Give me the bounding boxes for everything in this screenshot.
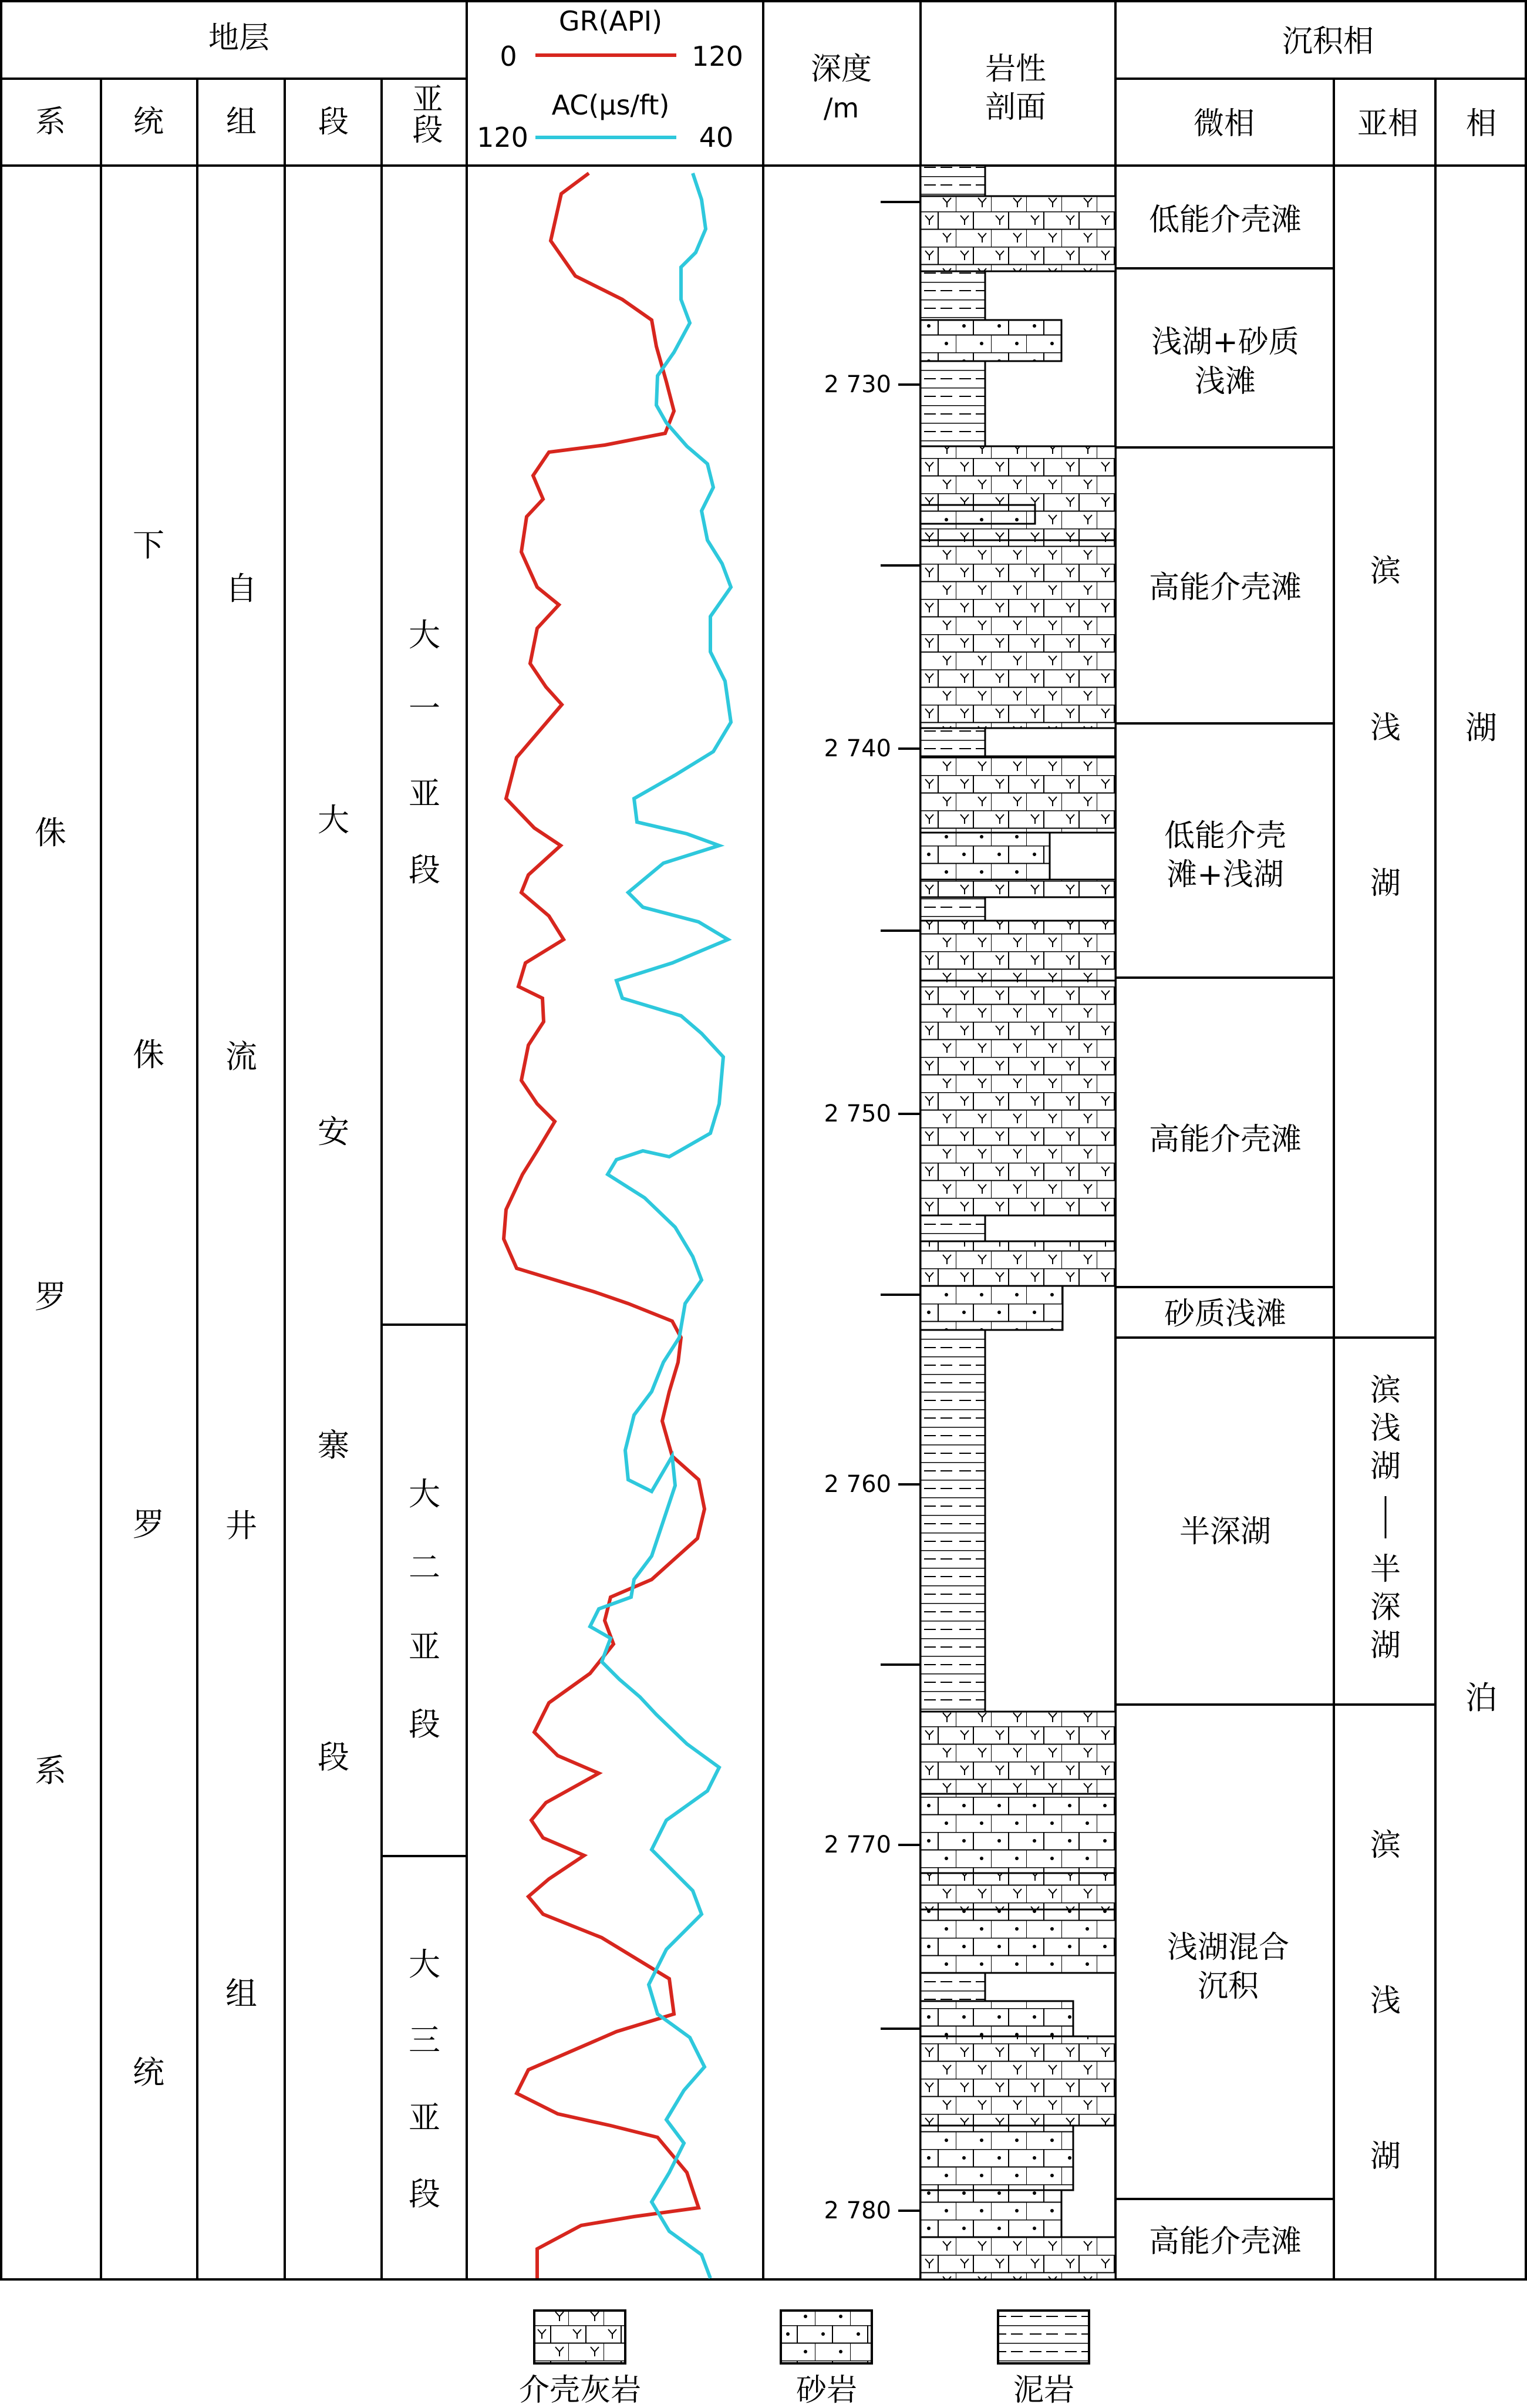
svg-text:段: 段: [318, 1739, 349, 1776]
lith-shell-limestone: [921, 2036, 1115, 2126]
lith-shell-limestone: [921, 196, 1115, 271]
ac-min: 120: [477, 122, 528, 153]
microfacies-6: 砂质浅滩: [1164, 1296, 1287, 1332]
lith-mudstone: [921, 271, 985, 320]
svg-text:大: 大: [318, 801, 349, 838]
svg-text:湖: 湖: [1370, 1449, 1401, 1484]
lithology-column: [921, 166, 1115, 2279]
depth-ticks: [824, 371, 921, 2224]
svg-text:寨: 寨: [318, 1427, 349, 1464]
svg-text:段: 段: [409, 851, 440, 888]
legend-shell-label: 介壳灰岩: [518, 2373, 642, 2408]
svg-text:段: 段: [409, 2175, 440, 2212]
svg-text:湖: 湖: [1370, 1628, 1401, 1663]
lith-sandstone: [921, 320, 1061, 361]
microfacies-7: 半深湖: [1179, 1514, 1272, 1550]
ac-label: AC(μs/ft): [551, 89, 670, 121]
gr-label: GR(API): [558, 5, 663, 37]
submember-2-label: [409, 1476, 440, 1743]
svg-text:滨: 滨: [1370, 1373, 1401, 1408]
svg-text:湖: 湖: [1465, 709, 1497, 746]
gr-min: 0: [500, 41, 517, 72]
legend-mud-swatch: [998, 2311, 1089, 2363]
formation-label: [225, 570, 257, 2012]
legend: [519, 2311, 1089, 2408]
svg-text:滨: 滨: [1370, 1828, 1401, 1863]
svg-text:段: 段: [409, 1706, 440, 1743]
svg-text:大: 大: [409, 617, 440, 654]
member-label: [318, 801, 349, 1776]
ac-max: 40: [699, 122, 734, 153]
lith-mudstone: [921, 897, 985, 921]
microfacies-4: 低能介壳: [1164, 819, 1287, 854]
lith-shell-limestone: [921, 981, 1115, 1215]
svg-text:浅: 浅: [1370, 1411, 1401, 1446]
svg-text:井: 井: [225, 1507, 257, 1544]
svg-text:亚: 亚: [409, 1628, 440, 1665]
legend-mud-label: 泥岩: [1013, 2373, 1075, 2408]
svg-text:泊: 泊: [1465, 1679, 1497, 1716]
lith-sandstone: [921, 1909, 1115, 1973]
lith-sandstone: [921, 1286, 1063, 1330]
svg-text:三: 三: [409, 2022, 440, 2059]
system-label: [35, 814, 66, 1789]
microfacies-9: 高能介壳滩: [1148, 2224, 1302, 2259]
svg-text:安: 安: [318, 1113, 349, 1150]
svg-text:亚: 亚: [409, 775, 440, 812]
header-microfacies: 微相: [1193, 106, 1255, 142]
series-label: [133, 527, 164, 2091]
lith-mudstone: [921, 1330, 985, 1712]
lith-shell-limestone: [921, 446, 1115, 540]
lith-sandstone: [921, 505, 1035, 524]
ac-curve: [590, 173, 731, 2278]
lith-shell-limestone: [921, 1873, 1115, 1909]
lith-shell-limestone: [921, 540, 1115, 728]
microfacies-8: 浅湖混合: [1167, 1930, 1290, 1965]
microfacies-5: 高能介壳滩: [1148, 1122, 1302, 1157]
svg-text:统: 统: [133, 2054, 164, 2091]
strata-labels: [35, 527, 440, 2212]
lith-sandstone: [921, 2190, 1061, 2237]
svg-text:大: 大: [409, 1946, 440, 1983]
header-system: 系: [35, 105, 66, 140]
svg-text:罗: 罗: [133, 1506, 164, 1543]
header-section: 剖面: [985, 90, 1047, 125]
svg-text:组: 组: [225, 1975, 257, 2012]
submember-1-label: [409, 617, 440, 888]
header-series: 统: [133, 105, 164, 140]
lith-sandstone: [921, 1794, 1115, 1873]
svg-text:深: 深: [1370, 1590, 1401, 1625]
lith-shell-limestone: [921, 880, 1115, 897]
microfacies-3: 高能介壳滩: [1148, 570, 1302, 605]
lith-mudstone: [921, 166, 985, 196]
lith-mudstone: [921, 728, 985, 756]
header-depth: 深度: [810, 52, 872, 87]
depth-label-2740: 2 740: [824, 735, 891, 762]
subfacies-2: [1370, 1373, 1401, 1663]
svg-text:半: 半: [1370, 1552, 1401, 1587]
subfacies-3: [1370, 1828, 1401, 2174]
subfacies-1: [1370, 554, 1401, 901]
microfacies-4-cont: 滩+浅湖: [1167, 857, 1284, 893]
svg-text:亚: 亚: [409, 2099, 440, 2136]
microfacies-2: 浅湖+砂质: [1151, 325, 1299, 360]
lith-mudstone: [921, 1973, 985, 2001]
legend-shell-swatch: [534, 2311, 625, 2363]
header-depth-unit: /m: [823, 92, 859, 124]
lith-sandstone: [921, 833, 1050, 880]
header-facies-group: 沉积相: [1282, 24, 1374, 59]
depth-label-2770: 2 770: [824, 1831, 891, 1858]
header-member: 段: [318, 105, 349, 140]
svg-text:湖: 湖: [1370, 2139, 1401, 2174]
lith-shell-limestone: [921, 921, 1115, 981]
facies-label: [1465, 709, 1497, 1716]
microfacies-2-cont: 浅滩: [1194, 364, 1256, 399]
depth-label-2730: 2 730: [824, 371, 891, 398]
microfacies-8-cont: 沉积: [1197, 1969, 1259, 2004]
gr-max: 120: [692, 41, 743, 72]
svg-text:流: 流: [225, 1038, 257, 1075]
svg-text:一: 一: [409, 690, 440, 727]
lith-shell-limestone: [921, 756, 1115, 833]
lith-shell-limestone: [921, 1712, 1115, 1794]
depth-label-2760: 2 760: [824, 1471, 891, 1498]
lith-mudstone: [921, 361, 985, 446]
lith-shell-limestone: [921, 1241, 1115, 1286]
microfacies-1: 低能介壳滩: [1148, 203, 1302, 238]
svg-text:罗: 罗: [35, 1278, 66, 1315]
header-stratigraphy: 地层: [208, 21, 270, 56]
header-formation: 组: [225, 105, 257, 140]
svg-text:系: 系: [35, 1752, 66, 1789]
svg-text:滨: 滨: [1370, 554, 1401, 589]
header-lithology: 岩性: [985, 52, 1047, 87]
svg-text:湖: 湖: [1370, 866, 1401, 901]
svg-text:大: 大: [409, 1476, 440, 1513]
log-curves: [504, 173, 731, 2278]
lith-mudstone: [921, 1215, 985, 1241]
svg-text:自: 自: [225, 570, 257, 607]
svg-text:浅: 浅: [1370, 1983, 1401, 2019]
lith-sandstone: [921, 2001, 1073, 2036]
svg-text:侏: 侏: [35, 814, 66, 851]
svg-text:二: 二: [409, 1549, 440, 1586]
microfacies-labels: [1149, 203, 1302, 2259]
legend-sand-label: 砂岩: [795, 2373, 858, 2408]
header-subfacies: 亚相: [1357, 106, 1419, 142]
lith-shell-limestone: [921, 2237, 1115, 2279]
svg-text:侏: 侏: [133, 1036, 164, 1073]
submember-3-label: [409, 1946, 440, 2212]
header-submember: 亚段: [407, 83, 442, 144]
subfacies-labels: [1370, 554, 1401, 2174]
depth-label-2780: 2 780: [824, 2197, 891, 2224]
depth-label-2750: 2 750: [824, 1100, 891, 1127]
svg-text:下: 下: [133, 527, 164, 564]
legend-sand-swatch: [781, 2311, 872, 2363]
header-facies: 相: [1465, 106, 1497, 142]
svg-text:浅: 浅: [1370, 710, 1401, 746]
lith-sandstone: [921, 2126, 1073, 2190]
